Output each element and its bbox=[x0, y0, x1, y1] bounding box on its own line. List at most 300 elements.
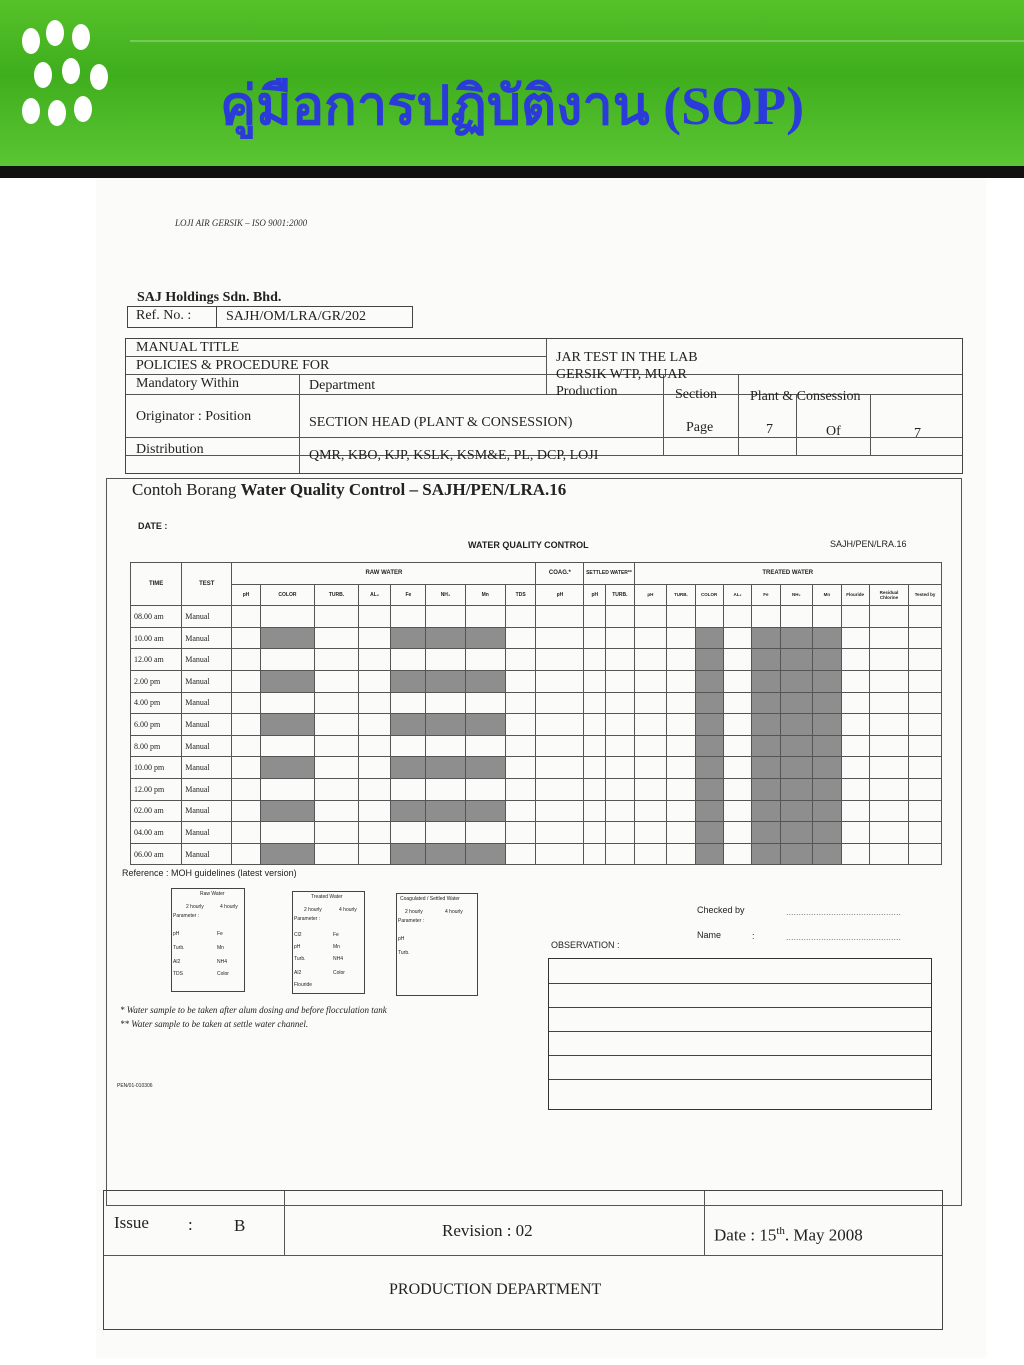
param-header: Mn bbox=[813, 584, 841, 606]
raw-cell bbox=[260, 606, 315, 628]
treated-cell bbox=[909, 714, 942, 736]
raw-cell bbox=[465, 735, 505, 757]
department-label: Department bbox=[309, 378, 376, 393]
row-time: 06.00 am bbox=[131, 843, 182, 865]
raw-cell bbox=[426, 714, 465, 736]
treated-cell bbox=[752, 627, 780, 649]
treated-cell bbox=[723, 670, 751, 692]
mini-param: Color bbox=[333, 970, 345, 976]
treated-cell bbox=[813, 606, 841, 628]
treated-cell bbox=[634, 714, 667, 736]
col-line bbox=[663, 375, 664, 455]
mini-treated-h2: 4 hourly bbox=[339, 907, 357, 913]
date-label: DATE : bbox=[138, 521, 168, 531]
logo-dot bbox=[22, 98, 40, 124]
raw-cell bbox=[465, 843, 505, 865]
raw-cell bbox=[391, 735, 426, 757]
param-header: TURB. bbox=[667, 584, 695, 606]
treated-cell bbox=[752, 606, 780, 628]
raw-cell bbox=[260, 778, 315, 800]
treated-cell bbox=[752, 670, 780, 692]
table-row bbox=[131, 692, 942, 714]
raw-cell bbox=[315, 692, 359, 714]
param-header: Mn bbox=[465, 584, 505, 606]
param-header: AL₂ bbox=[723, 584, 751, 606]
settled-cell bbox=[584, 757, 606, 779]
raw-cell bbox=[505, 735, 536, 757]
treated-cell bbox=[667, 714, 695, 736]
settled-cell bbox=[606, 692, 634, 714]
observation-line bbox=[549, 983, 931, 984]
treated-cell bbox=[667, 670, 695, 692]
treated-cell bbox=[869, 606, 908, 628]
treated-cell bbox=[780, 606, 813, 628]
slide-title: คู่มือการปฏิบัติงาน (SOP) bbox=[220, 76, 805, 136]
treated-cell bbox=[634, 822, 667, 844]
raw-water-param-table bbox=[171, 888, 245, 992]
raw-cell bbox=[315, 757, 359, 779]
observation-line bbox=[549, 1055, 931, 1056]
treated-cell bbox=[780, 627, 813, 649]
settled-cell bbox=[606, 778, 634, 800]
mini-param: Turb. bbox=[173, 945, 185, 951]
raw-cell bbox=[315, 714, 359, 736]
distribution-label: Distribution bbox=[136, 442, 204, 457]
raw-cell bbox=[232, 822, 260, 844]
header-coag: COAG.* bbox=[536, 563, 584, 585]
treated-cell bbox=[813, 735, 841, 757]
form-title bbox=[132, 480, 566, 500]
treated-cell bbox=[869, 822, 908, 844]
settled-cell bbox=[606, 606, 634, 628]
treated-cell bbox=[667, 757, 695, 779]
treated-cell bbox=[841, 757, 869, 779]
param-header: pH bbox=[232, 584, 260, 606]
treated-cell bbox=[752, 822, 780, 844]
mini-coag-title: Coagulated / Settled Water bbox=[400, 896, 460, 902]
header-treated: TREATED WATER bbox=[634, 563, 942, 585]
row-time: 12.00 pm bbox=[131, 778, 182, 800]
row-line bbox=[126, 356, 546, 357]
row-test: Manual bbox=[182, 843, 232, 865]
raw-cell bbox=[260, 757, 315, 779]
treated-cell bbox=[841, 692, 869, 714]
slide-header-banner bbox=[0, 0, 1024, 168]
treated-cell bbox=[723, 649, 751, 671]
treated-cell bbox=[780, 735, 813, 757]
raw-cell bbox=[505, 822, 536, 844]
raw-cell bbox=[465, 714, 505, 736]
treated-cell bbox=[909, 778, 942, 800]
col-line bbox=[546, 339, 547, 395]
logo-dot bbox=[22, 28, 40, 54]
raw-cell bbox=[358, 757, 391, 779]
treated-cell bbox=[667, 822, 695, 844]
raw-cell bbox=[505, 800, 536, 822]
col-line bbox=[738, 375, 739, 455]
treated-cell bbox=[634, 649, 667, 671]
raw-cell bbox=[391, 714, 426, 736]
mini-param: Cl2 bbox=[294, 932, 302, 938]
checked-by-line: .............................................. bbox=[786, 907, 902, 917]
treated-cell bbox=[869, 757, 908, 779]
treated-cell bbox=[667, 692, 695, 714]
coag-cell bbox=[536, 692, 584, 714]
raw-cell bbox=[315, 735, 359, 757]
ref-separator bbox=[216, 307, 217, 327]
settled-cell bbox=[606, 822, 634, 844]
table-row bbox=[131, 606, 942, 628]
logo-dot bbox=[74, 96, 92, 122]
treated-cell bbox=[752, 692, 780, 714]
treated-cell bbox=[841, 714, 869, 736]
treated-cell bbox=[841, 649, 869, 671]
treated-cell bbox=[869, 692, 908, 714]
param-header: TURB. bbox=[315, 584, 359, 606]
settled-cell bbox=[584, 735, 606, 757]
param-header: NH₃ bbox=[426, 584, 465, 606]
table-row bbox=[131, 778, 942, 800]
treated-cell bbox=[841, 606, 869, 628]
treated-water-param-table bbox=[292, 891, 365, 994]
raw-cell bbox=[391, 757, 426, 779]
form-footer-code: PEN/01-010306 bbox=[117, 1083, 153, 1089]
raw-cell bbox=[391, 692, 426, 714]
raw-cell bbox=[465, 822, 505, 844]
treated-cell bbox=[695, 843, 723, 865]
treated-cell bbox=[723, 692, 751, 714]
treated-cell bbox=[780, 843, 813, 865]
treated-cell bbox=[909, 735, 942, 757]
raw-cell bbox=[358, 714, 391, 736]
treated-cell bbox=[634, 757, 667, 779]
raw-cell bbox=[260, 692, 315, 714]
ref-value: SAJH/OM/LRA/GR/202 bbox=[226, 309, 367, 324]
treated-cell bbox=[695, 649, 723, 671]
treated-cell bbox=[909, 800, 942, 822]
settled-cell bbox=[584, 670, 606, 692]
raw-cell bbox=[260, 670, 315, 692]
raw-cell bbox=[315, 843, 359, 865]
mini-param: TDS bbox=[173, 971, 183, 977]
mini-param: Mn bbox=[333, 944, 340, 950]
raw-cell bbox=[232, 843, 260, 865]
raw-cell bbox=[391, 800, 426, 822]
wqc-title: WATER QUALITY CONTROL bbox=[468, 540, 589, 550]
treated-cell bbox=[723, 627, 751, 649]
table-row bbox=[131, 627, 942, 649]
form-title-prefix: Contoh Borang bbox=[132, 480, 241, 499]
raw-cell bbox=[505, 649, 536, 671]
treated-cell bbox=[813, 822, 841, 844]
raw-cell bbox=[358, 843, 391, 865]
coag-cell bbox=[536, 606, 584, 628]
treated-cell bbox=[634, 735, 667, 757]
raw-cell bbox=[505, 714, 536, 736]
page-value: 7 bbox=[766, 422, 773, 437]
treated-cell bbox=[723, 800, 751, 822]
settled-cell bbox=[606, 649, 634, 671]
treated-cell bbox=[752, 735, 780, 757]
treated-cell bbox=[695, 800, 723, 822]
mini-raw-title: Raw Water bbox=[200, 891, 225, 897]
treated-cell bbox=[634, 843, 667, 865]
param-header: TURB. bbox=[606, 584, 634, 606]
raw-cell bbox=[465, 778, 505, 800]
coag-cell bbox=[536, 757, 584, 779]
treated-cell bbox=[723, 606, 751, 628]
treated-cell bbox=[752, 757, 780, 779]
treated-cell bbox=[752, 714, 780, 736]
revision-label: Revision : 02 bbox=[442, 1221, 533, 1240]
settled-cell bbox=[606, 843, 634, 865]
treated-cell bbox=[695, 735, 723, 757]
treated-cell bbox=[909, 843, 942, 865]
treated-cell bbox=[780, 822, 813, 844]
raw-cell bbox=[260, 735, 315, 757]
issue-colon: : bbox=[188, 1215, 193, 1234]
row-test: Manual bbox=[182, 649, 232, 671]
treated-cell bbox=[723, 735, 751, 757]
raw-cell bbox=[505, 778, 536, 800]
treated-cell bbox=[841, 843, 869, 865]
logo-dot bbox=[46, 20, 64, 46]
mini-param: Al2 bbox=[294, 970, 302, 976]
param-header: Flouride bbox=[841, 584, 869, 606]
raw-cell bbox=[505, 670, 536, 692]
treated-cell bbox=[723, 714, 751, 736]
treated-cell bbox=[813, 778, 841, 800]
treated-cell bbox=[752, 778, 780, 800]
raw-cell bbox=[391, 778, 426, 800]
table-row bbox=[131, 714, 942, 736]
raw-cell bbox=[505, 606, 536, 628]
row-time: 2.00 pm bbox=[131, 670, 182, 692]
treated-cell bbox=[723, 778, 751, 800]
mini-treated-title: Treated Water bbox=[311, 894, 343, 900]
raw-cell bbox=[426, 735, 465, 757]
header-test: TEST bbox=[182, 563, 232, 606]
logo-dot bbox=[34, 62, 52, 88]
mini-raw-param: Parameter : bbox=[173, 913, 200, 919]
coag-cell bbox=[536, 800, 584, 822]
raw-cell bbox=[315, 822, 359, 844]
mini-param: Turb. bbox=[294, 956, 306, 962]
treated-cell bbox=[695, 692, 723, 714]
observation-line bbox=[549, 1031, 931, 1032]
of-label: Of bbox=[826, 424, 841, 439]
department-value: Production bbox=[556, 384, 618, 399]
raw-cell bbox=[358, 692, 391, 714]
param-header: AL₂ bbox=[358, 584, 391, 606]
treated-cell bbox=[667, 649, 695, 671]
raw-cell bbox=[426, 757, 465, 779]
treated-cell bbox=[723, 822, 751, 844]
header-raw-water: RAW WATER bbox=[232, 563, 536, 585]
row-time: 10.00 am bbox=[131, 627, 182, 649]
footnote-1: * Water sample to be taken after alum dosing and before flocculation tank bbox=[120, 1005, 387, 1015]
mini-param: pH bbox=[173, 931, 180, 937]
treated-cell bbox=[841, 822, 869, 844]
raw-cell bbox=[232, 714, 260, 736]
logo-dot bbox=[48, 100, 66, 126]
mini-coag-h1: 2 hourly bbox=[405, 909, 423, 915]
treated-cell bbox=[667, 606, 695, 628]
checked-by-label: Checked by bbox=[697, 905, 745, 915]
water-quality-table bbox=[130, 562, 942, 865]
settled-cell bbox=[606, 735, 634, 757]
row-test: Manual bbox=[182, 822, 232, 844]
row-time: 12.00 am bbox=[131, 649, 182, 671]
treated-cell bbox=[909, 822, 942, 844]
treated-cell bbox=[752, 649, 780, 671]
raw-cell bbox=[315, 606, 359, 628]
mini-param: NH4 bbox=[217, 959, 228, 965]
treated-cell bbox=[813, 757, 841, 779]
param-header: TDS bbox=[505, 584, 536, 606]
param-header: NH₃ bbox=[780, 584, 813, 606]
col-line bbox=[704, 1191, 705, 1255]
table-header-row bbox=[131, 563, 942, 585]
raw-cell bbox=[232, 735, 260, 757]
mini-param: pH bbox=[294, 944, 301, 950]
raw-cell bbox=[232, 670, 260, 692]
raw-cell bbox=[465, 692, 505, 714]
treated-cell bbox=[869, 670, 908, 692]
observation-label: OBSERVATION : bbox=[551, 940, 620, 950]
raw-cell bbox=[315, 627, 359, 649]
coag-cell bbox=[536, 843, 584, 865]
treated-cell bbox=[909, 627, 942, 649]
observation-line bbox=[549, 1079, 931, 1080]
settled-cell bbox=[584, 778, 606, 800]
coag-cell bbox=[536, 670, 584, 692]
raw-cell bbox=[465, 649, 505, 671]
treated-cell bbox=[695, 606, 723, 628]
treated-cell bbox=[634, 800, 667, 822]
coag-cell bbox=[536, 649, 584, 671]
date-suffix: . May 2008 bbox=[784, 1225, 863, 1245]
raw-cell bbox=[232, 627, 260, 649]
raw-cell bbox=[426, 800, 465, 822]
observation-box bbox=[548, 958, 932, 1110]
treated-cell bbox=[780, 649, 813, 671]
raw-cell bbox=[465, 627, 505, 649]
coag-cell bbox=[536, 714, 584, 736]
settled-cell bbox=[606, 757, 634, 779]
raw-cell bbox=[465, 800, 505, 822]
treated-cell bbox=[634, 627, 667, 649]
raw-cell bbox=[315, 778, 359, 800]
issue-label: Issue bbox=[114, 1213, 149, 1232]
raw-cell bbox=[358, 778, 391, 800]
reference-note: Reference : MOH guidelines (latest version) bbox=[122, 868, 297, 878]
form-title-bold: Water Quality Control – SAJH/PEN/LRA.16 bbox=[240, 480, 567, 499]
settled-cell bbox=[584, 714, 606, 736]
settled-cell bbox=[584, 822, 606, 844]
raw-cell bbox=[426, 627, 465, 649]
row-time: 10.00 pm bbox=[131, 757, 182, 779]
table-row bbox=[131, 670, 942, 692]
section-label: Section bbox=[675, 387, 717, 402]
row-time: 8.00 pm bbox=[131, 735, 182, 757]
originator-value: SECTION HEAD (PLANT & CONSESSION) bbox=[309, 415, 573, 430]
name-colon: : bbox=[752, 931, 755, 941]
logo-dot bbox=[62, 58, 80, 84]
treated-cell bbox=[909, 649, 942, 671]
raw-cell bbox=[391, 670, 426, 692]
treated-cell bbox=[813, 670, 841, 692]
raw-cell bbox=[505, 757, 536, 779]
treated-cell bbox=[780, 692, 813, 714]
logo-dot bbox=[72, 24, 90, 50]
raw-cell bbox=[260, 649, 315, 671]
treated-cell bbox=[869, 714, 908, 736]
treated-cell bbox=[634, 606, 667, 628]
param-header: Fe bbox=[391, 584, 426, 606]
raw-cell bbox=[232, 800, 260, 822]
treated-cell bbox=[695, 627, 723, 649]
treated-cell bbox=[841, 735, 869, 757]
param-header: pH bbox=[634, 584, 667, 606]
logo-dot bbox=[90, 64, 108, 90]
treated-cell bbox=[667, 800, 695, 822]
header-time: TIME bbox=[131, 563, 182, 606]
treated-cell bbox=[634, 778, 667, 800]
treated-cell bbox=[813, 800, 841, 822]
raw-cell bbox=[426, 822, 465, 844]
raw-cell bbox=[391, 822, 426, 844]
page-label: Page bbox=[686, 420, 714, 435]
table-row bbox=[131, 735, 942, 757]
form-code: SAJH/PEN/LRA.16 bbox=[830, 539, 907, 549]
raw-cell bbox=[426, 778, 465, 800]
raw-cell bbox=[232, 778, 260, 800]
raw-cell bbox=[505, 843, 536, 865]
treated-cell bbox=[869, 735, 908, 757]
coagulated-water-param-table bbox=[396, 893, 478, 996]
row-line bbox=[126, 374, 962, 375]
mini-param: Al2 bbox=[173, 959, 181, 965]
treated-cell bbox=[841, 800, 869, 822]
row-test: Manual bbox=[182, 692, 232, 714]
table-row bbox=[131, 822, 942, 844]
treated-cell bbox=[723, 843, 751, 865]
raw-cell bbox=[232, 757, 260, 779]
raw-cell bbox=[426, 649, 465, 671]
raw-cell bbox=[505, 627, 536, 649]
raw-cell bbox=[391, 606, 426, 628]
treated-cell bbox=[813, 843, 841, 865]
row-time: 4.00 pm bbox=[131, 692, 182, 714]
raw-cell bbox=[315, 800, 359, 822]
treated-cell bbox=[695, 670, 723, 692]
treated-cell bbox=[869, 778, 908, 800]
mini-coag-h2: 4 hourly bbox=[445, 909, 463, 915]
treated-cell bbox=[695, 757, 723, 779]
raw-cell bbox=[358, 670, 391, 692]
raw-cell bbox=[232, 649, 260, 671]
observation-line bbox=[549, 1007, 931, 1008]
row-time: 04.00 am bbox=[131, 822, 182, 844]
raw-cell bbox=[260, 714, 315, 736]
row-line bbox=[104, 1255, 942, 1256]
treated-cell bbox=[813, 627, 841, 649]
treated-cell bbox=[909, 606, 942, 628]
mini-param: Color bbox=[217, 971, 229, 977]
ref-label: Ref. No. : bbox=[136, 308, 192, 323]
date-value bbox=[714, 1225, 863, 1246]
